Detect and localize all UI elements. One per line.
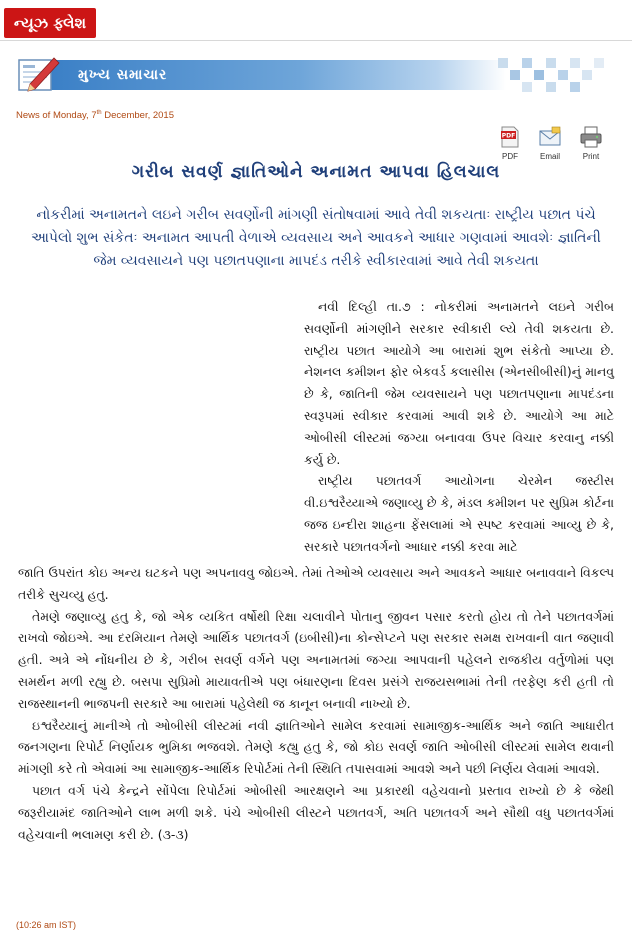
printer-icon bbox=[580, 126, 602, 148]
news-dateline bbox=[16, 110, 174, 121]
print-button[interactable] bbox=[580, 126, 602, 161]
newspaper-pen-icon bbox=[16, 54, 62, 94]
article-paragraph: રાષ્ટ્રીય પછાતવર્ગ આયોગના ચેરમેન જસ્ટીસ વી.ઇશ્વરૈય્યાએ જણાવ્યુ છે કે, મંડલ કમીશન પર સુપ્રિમ કોર્ટના જજ ઇન્દીરા શાહના ફેંસલામાં એ સ્પષ્ટ કરવામાં આવ્યુ છે કે, સરકારે પછાતવર્ગનો આધાર નક્કી કરવા માટે bbox=[304, 473, 614, 554]
email-button[interactable] bbox=[538, 126, 562, 161]
article-body-full bbox=[18, 562, 614, 845]
article-paragraph: નવી દિલ્હી તા.૭ : નોકરીમાં અનામતને લઇને ગરીબ સવર્ણોની માંગણીને સરકાર સ્વીકારી લ્યે તેવી શકયતા છે. રાષ્ટ્રીય પછાત આયોગે આ બારામાં શુભ સંકેતો આપ્યા છે. નેશનલ કમીશન ફોર બેકવર્ડ કલાસીસ (એનસીબીસી)નું માનવુ છે કે, જાતિની જેમ વ્યવસાયને પણ પછાતપણાના માપદંડના સ્વરૂપમાં સ્વીકાર કરવામાં આવી શકે છે. આયોગે આ માટે ઓબીસી લીસ્ટમાં જગ્યા બનાવવા ઉપર વિચાર કરવાનુ નક્કી કર્યુ છે. bbox=[304, 299, 614, 467]
article-paragraph: ઇશ્વરૈય્યાનું માનીએ તો ઓબીસી લીસ્ટમાં નવી જ્ઞાતિઓને સામેલ કરવામાં સામાજીક-આર્થિક અને જાતિ આધારીત જનગણના રિપોર્ટ નિર્ણાયક ભુમિકા ભજવશે. તેમણે કહ્યુ હતુ કે, જો કોઇ સવર્ણ જાતિ ઓબીસી લીસ્ટમાં સામેલ થવાની માંગણી કરે તો એવામાં આ સામાજીક-આર્થિક રિપોર્ટમાં તેની સ્થિતિ તપાસવામાં આવશે અને પછી નિર્ણય લેવામાં આવશે. bbox=[18, 717, 614, 777]
news-flash-button[interactable]: ન્યૂઝ ફ્લેશ bbox=[4, 8, 96, 38]
section-banner bbox=[16, 54, 616, 94]
top-divider bbox=[0, 40, 632, 41]
article-paragraph: તેમણે જણાવ્યુ હતુ કે, જો એક વ્યકિત વર્ષોથી રિક્ષા ચલાવીને પોતાનુ જીવન પસાર કરતો હોય તો તેને પછાતવર્ગમાં રાખવો જોઇએ. આ દરમિયાન તેમણે આર્થિક પછાતવર્ગ (ઇબીસી)ના કોન્સેપ્ટને પણ સરકાર સમક્ષ રાખવાની વાત જણાવી હતી. અત્રે એ નોંધનીય છે કે, ગરીબ સવર્ણ વર્ગને પણ અનામતમાં જગ્યા આપવાની પહેલને રાજકીય વર્તુળોમાં પણ સમર્થન મળી રહ્યુ છે. બસપા સુપ્રિમો માયાવતીએ પણ બંધારણના દિવસ પ્રસંગે રાજયસભામાં તેની તરફેણ કરી હતી તો રાજસ્થાનની ભાજપની સરકારે આ બારામાં પહેલેથી જ કાનૂન બનાવી નાખ્યો છે. bbox=[18, 608, 614, 711]
print-label: Print bbox=[582, 152, 600, 161]
email-label: Email bbox=[539, 152, 560, 161]
banner-pattern-decoration bbox=[496, 56, 614, 94]
pdf-button[interactable] bbox=[500, 126, 520, 161]
article-subhead: નોકરીમાં અનામતને લઇને ગરીબ સવર્ણોની માંગણી સંતોષવામાં આવે તેવી શકયતાઃ રાષ્ટ્રીય પછાત પંચે આપેલો શુભ સંકેતઃ અનામત આપતી વેળાએ વ્યવસાય અને આવકને આધાર ગણવામાં આવશેઃ જ્ઞાતિની જેમ વ્યવસાયને પણ પછાતપણાના માપદંડ તરીકે સ્વીકારવામાં આવે તેવી શકયતા bbox=[31, 207, 601, 269]
section-title: મુખ્ય સમાચાર bbox=[78, 67, 168, 83]
dateline-ordinal: th bbox=[96, 110, 102, 116]
pdf-icon bbox=[500, 126, 520, 148]
dateline-rest: December, 2015 bbox=[101, 110, 174, 122]
publish-time: (10:26 am IST) bbox=[16, 920, 77, 930]
article-paragraph: પછાત વર્ગ પંચે કેન્દ્રને સોંપેલા રિપોર્ટમાં ઓબીસી આરક્ષણને આ પ્રકારથી વહેચવાનો પ્રસ્તાવ રાખ્યો છે કે જેથી જરૂરીયામંદ જાતિઓને લાભ મળી શકે. પંચે ઓબીસી લીસ્ટને પછાતવર્ગ, અતિ પછાતવર્ગ અને સૌથી વધુ પછાતવર્ગમાં વહેચવાની ભલામણ કરી છે. (૩-૩) bbox=[18, 782, 614, 842]
email-icon bbox=[538, 126, 562, 148]
article-headline: ગરીબ સવર્ણ જ્ઞાતિઓને અનામત આપવા હિલચાલ bbox=[131, 162, 501, 182]
dateline-prefix: News of Monday, 7 bbox=[16, 110, 97, 122]
article-body-column bbox=[304, 296, 614, 558]
svg-text:PDF: PDF bbox=[501, 132, 516, 140]
pdf-label: PDF bbox=[502, 152, 518, 161]
article-paragraph: જાતિ ઉપરાંત કોઇ અન્ય ઘટકને પણ અપનાવવુ જોઇએ. તેમાં તેઓએ વ્યવસાય અને આવકને આધાર બનાવવાને વિકલ્પ તરીકે સુચવ્યુ હતુ. bbox=[18, 565, 614, 602]
